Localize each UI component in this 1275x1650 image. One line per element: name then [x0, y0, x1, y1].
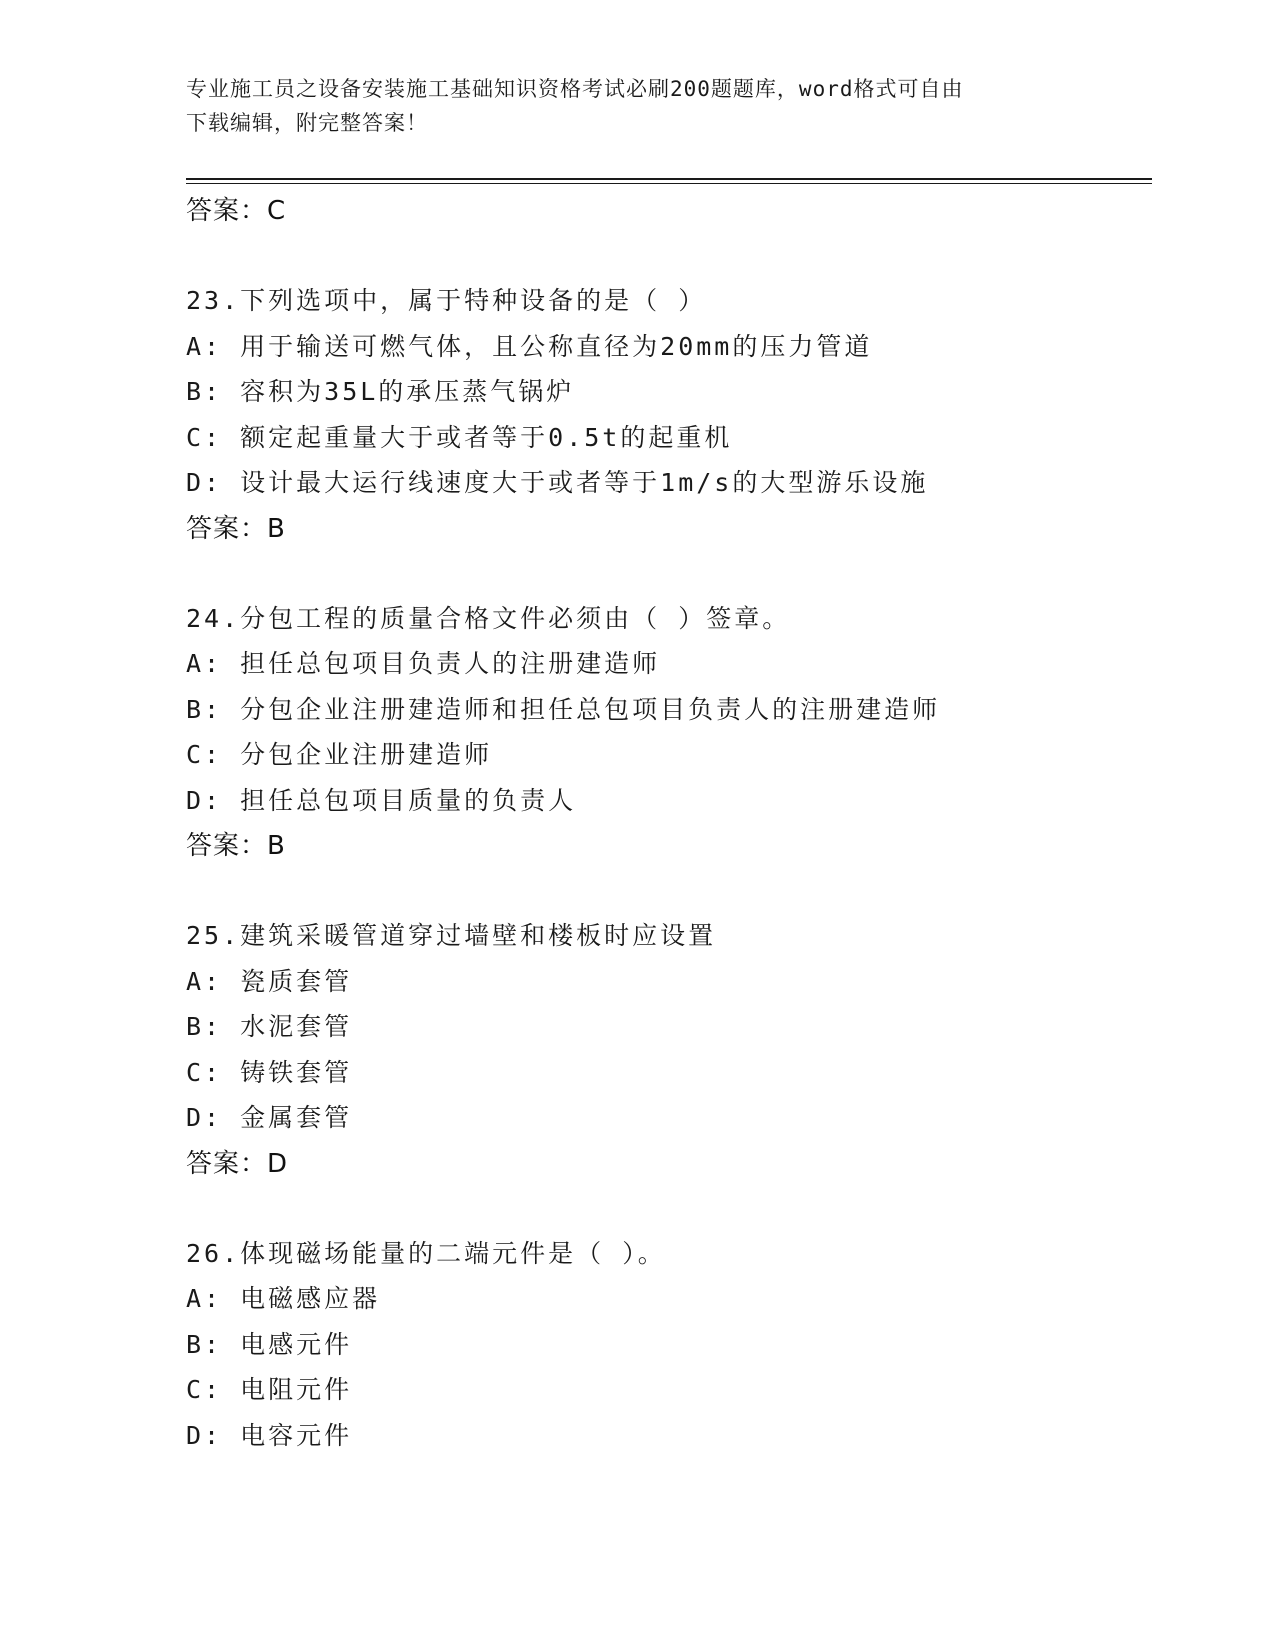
option-a: A: 用于输送可燃气体，且公称直径为20mm的压力管道 — [186, 331, 873, 361]
option-a: A: 瓷质套管 — [186, 966, 353, 996]
header-line-2: 下载编辑，附完整答案！ — [186, 111, 428, 135]
question-block — [186, 913, 1146, 1187]
spacer — [186, 552, 1146, 596]
previous-answer: 答案：C — [186, 196, 287, 226]
document-header — [186, 72, 1086, 140]
answer-line: 答案：B — [186, 831, 286, 861]
option-a: A: 电磁感应器 — [186, 1284, 381, 1313]
option-c: C: 分包企业注册建造师 — [186, 740, 493, 769]
option-d: D: 担任总包项目质量的负责人 — [186, 785, 577, 815]
spacer — [186, 869, 1146, 913]
question-block — [186, 1231, 1146, 1459]
option-d: D: 电容元件 — [186, 1420, 353, 1450]
option-b: B: 水泥套管 — [186, 1012, 353, 1041]
option-d: D: 设计最大运行线速度大于或者等于1m/s的大型游乐设施 — [186, 468, 929, 497]
question-stem: 23.下列选项中，属于特种设备的是（ ） — [186, 286, 707, 315]
option-a: A: 担任总包项目负责人的注册建造师 — [186, 649, 661, 678]
question-stem: 26.体现磁场能量的二端元件是（ ）。 — [186, 1238, 666, 1268]
spacer — [186, 234, 1146, 278]
spacer — [186, 1187, 1146, 1231]
option-b: B: 分包企业注册建造师和担任总包项目负责人的注册建造师 — [186, 694, 941, 724]
question-block — [186, 596, 1146, 870]
option-d: D: 金属套管 — [186, 1103, 353, 1132]
question-block — [186, 278, 1146, 552]
option-c: C: 额定起重量大于或者等于0.5t的起重机 — [186, 422, 733, 452]
option-c: C: 铸铁套管 — [186, 1057, 353, 1087]
answer-line: 答案：D — [186, 1148, 289, 1179]
header-line-1: 专业施工员之设备安装施工基础知识资格考试必刷200题题库，word格式可自由 — [186, 77, 964, 101]
option-b: B: 容积为35L的承压蒸气锅炉 — [186, 377, 575, 406]
question-stem: 24.分包工程的质量合格文件必须由（ ）签章。 — [186, 603, 791, 633]
option-c: C: 电阻元件 — [186, 1375, 353, 1404]
answer-line: 答案：B — [186, 513, 286, 544]
question-list — [186, 188, 1146, 1458]
header-rule-thin — [186, 183, 1152, 184]
option-b: B: 电感元件 — [186, 1329, 353, 1359]
header-rule-thick — [186, 178, 1152, 180]
question-stem: 25.建筑采暖管道穿过墙壁和楼板时应设置 — [186, 921, 717, 950]
